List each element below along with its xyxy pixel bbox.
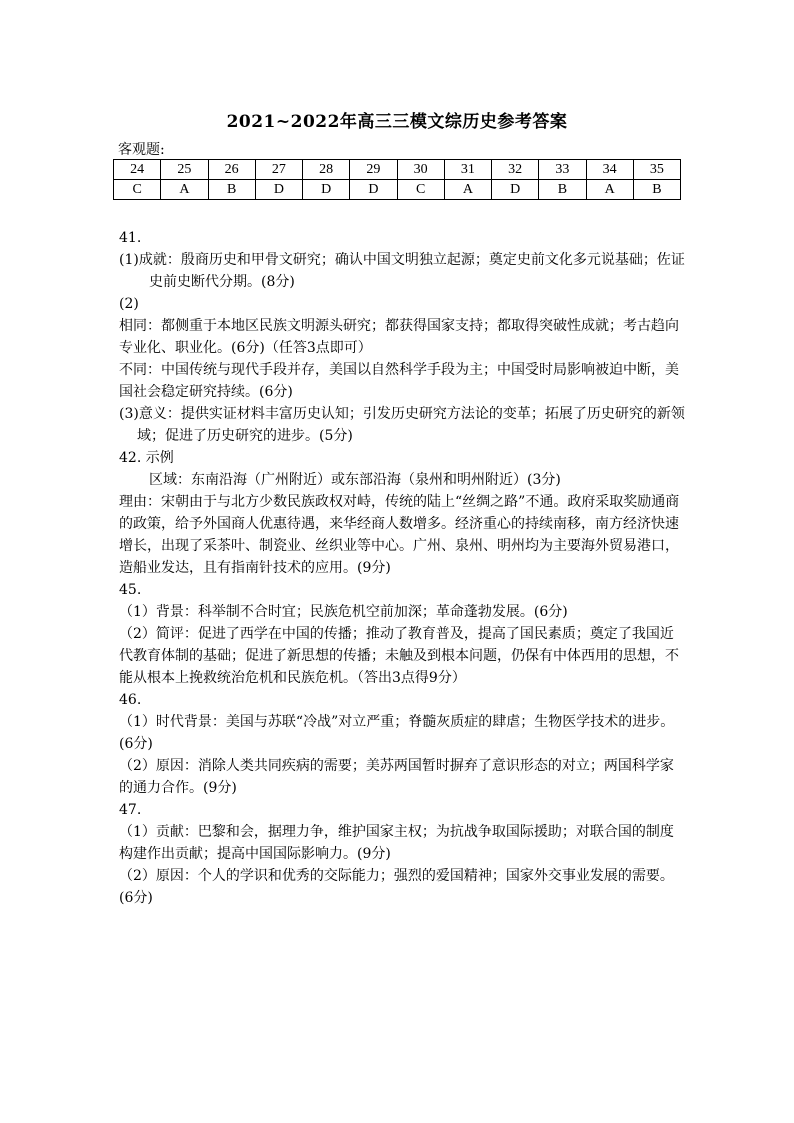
question-heading: 42. 示例 [119,450,174,466]
answer-cell: D [303,180,350,200]
question-heading: 46. [119,692,142,708]
answer-paragraph: （1）背景：科举制不合时宜；民族危机空前加深；革命蓬勃发展。(6分) [119,604,568,620]
answer-cell: D [350,180,397,200]
question-number-cell: 34 [586,160,633,180]
answer-cell: C [397,180,444,200]
answer-paragraph: (1)成就：殷商历史和甲骨文研究；确认中国文明独立起源；奠定史前文化多元说基础；佐证史前史断代分期。(8分) [119,252,685,290]
answer-table [113,159,681,200]
answer-paragraph: 不同：中国传统与现代手段并存，美国以自然科学手段为主；中国受时局影响被迫中断，美国社会稳定研究持续。(6分) [119,362,679,400]
question-number-row [114,160,681,180]
page-title: 2021~2022年高三三模文综历史参考答案 [226,112,568,132]
answer-row [114,180,681,200]
answer-cell: D [492,180,539,200]
question-number-cell: 28 [303,160,350,180]
answer-paragraph: 区域：东南沿海（广州附近）或东部沿海（泉州和明州附近）(3分) [149,472,561,488]
answer-cell: B [208,180,255,200]
answer-paragraph: （1）贡献：巴黎和会，据理力争，维护国家主权；为抗战争取国际援助；对联合国的制度构建作出贡献；提高中国国际影响力。(9分) [119,824,674,862]
objective-label: 客观题: [118,142,165,158]
answer-paragraph: （1）时代背景：美国与苏联“冷战”对立严重；脊髓灰质症的肆虐；生物医学技术的进步。(6分) [119,714,675,752]
answer-cell: B [539,180,586,200]
question-number-cell: 24 [114,160,161,180]
question-number-cell: 31 [444,160,491,180]
question-number-cell: 35 [633,160,680,180]
question-number-cell: 33 [539,160,586,180]
sub-question-label: (2) [119,296,139,312]
answer-cell: A [161,180,208,200]
question-number-cell: 30 [397,160,444,180]
answer-paragraph: (3)意义：提供实证材料丰富历史认知；引发历史研究方法论的变革；拓展了历史研究的新领域；促进了历史研究的进步。(5分) [119,406,685,444]
answer-paragraph: 相同：都侧重于本地区民族文明源头研究；都获得国家支持；都取得突破性成就；考古趋向专业化、职业化。(6分)（任答3点即可） [119,318,679,356]
answer-paragraph: 理由：宋朝由于与北方少数民族政权对峙，传统的陆上“丝绸之路”不通。政府采取奖励通商的政策，给予外国商人优惠待遇，来华经商人数增多。经济重心的持续南移，南方经济快速增长，出现了采茶叶、制瓷业、丝织业等中心。广州、泉州、明州均为主要海外贸易港口，造船业发达，且有指南针技术的应用。(9分) [119,494,680,576]
question-heading: 47. [119,802,142,818]
answer-cell: D [255,180,302,200]
answer-cell: A [586,180,633,200]
question-number-cell: 26 [208,160,255,180]
question-number-cell: 32 [492,160,539,180]
question-heading: 45. [119,582,142,598]
answer-paragraph: （2）简评：促进了西学在中国的传播；推动了教育普及，提高了国民素质；奠定了我国近代教育体制的基础；促进了新思想的传播；未触及到根本问题，仍保有中体西用的思想，不能从根本上挽救统治危机和民族危机。（答出3点得9分） [119,626,679,686]
question-number-cell: 27 [255,160,302,180]
question-number-cell: 29 [350,160,397,180]
answer-paragraph: （2）原因：消除人类共同疾病的需要；美苏两国暂时摒弃了意识形态的对立；两国科学家的通力合作。(9分) [119,758,674,796]
answer-cell: A [444,180,491,200]
answer-body [119,227,685,909]
answer-cell: C [114,180,161,200]
question-heading: 41. [119,230,142,246]
answer-cell: B [633,180,680,200]
answer-paragraph: （2）原因：个人的学识和优秀的交际能力；强烈的爱国精神；国家外交事业发展的需要。(6分) [119,868,674,906]
question-number-cell: 25 [161,160,208,180]
